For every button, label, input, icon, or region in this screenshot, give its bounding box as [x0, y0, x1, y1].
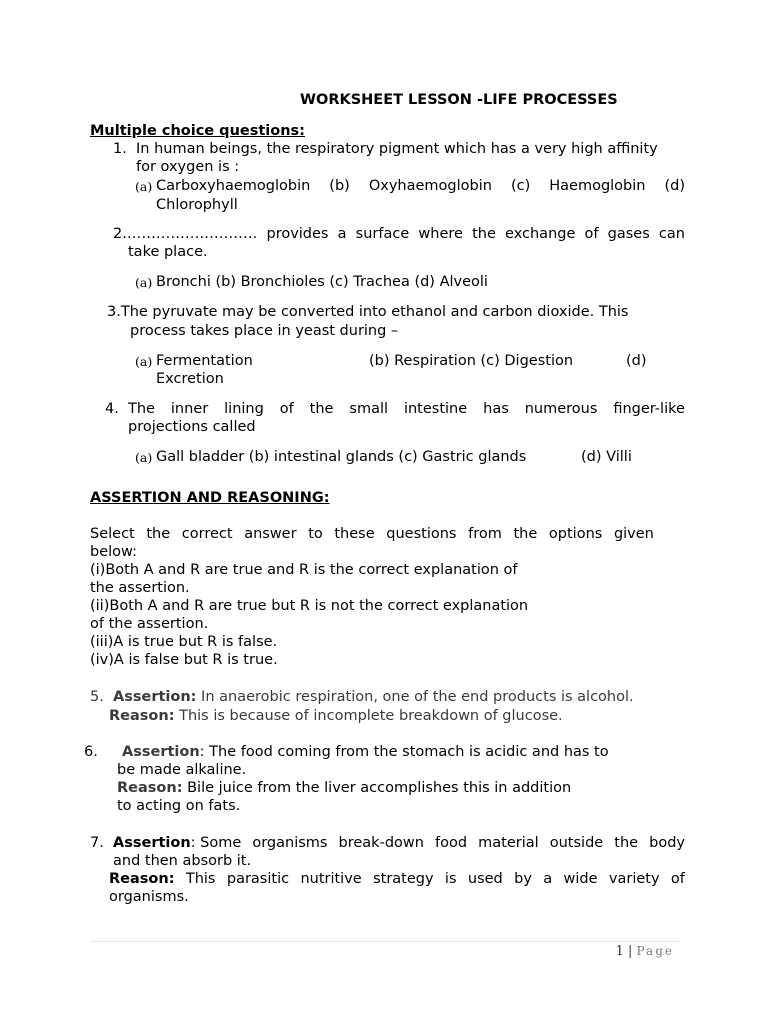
- q4-option-d: (d) Villi: [581, 449, 632, 465]
- word: parasitic: [226, 871, 290, 887]
- q7-reason-line2: organisms.: [109, 889, 189, 905]
- q4-text-line1: [128, 400, 685, 418]
- q3-text-line1: 3.The pyruvate may be converted into ethanol and carbon dioxide. This: [107, 304, 629, 320]
- page-title: WORKSHEET LESSON -LIFE PROCESSES: [300, 92, 618, 108]
- q5-assertion-text: In anaerobic respiration, one of the end products is alcohol.: [196, 689, 634, 705]
- ar-intro-line1: [90, 525, 654, 543]
- word: This: [185, 871, 216, 887]
- ar-heading: ASSERTION AND REASONING:: [90, 490, 330, 506]
- word: [113, 834, 241, 852]
- q6-assertion-label: Assertion: [122, 744, 200, 760]
- q1-text-line2: for oxygen is :: [136, 159, 240, 175]
- q4-options: Gall bladder (b) intestinal glands (c) Gastric glands: [156, 449, 527, 465]
- q2-text-line2: take place.: [128, 244, 208, 260]
- q4-word: numerous: [524, 401, 598, 417]
- word: given: [613, 526, 654, 542]
- q6-reason-line2: to acting on fats.: [117, 798, 241, 814]
- q2-word: 2.………………………: [113, 226, 258, 242]
- q2-option-a-label: (a): [135, 275, 153, 290]
- ar-option-iv: (iv)A is false but R is true.: [90, 652, 278, 668]
- word: the: [513, 526, 538, 542]
- q1-option-b-label: (b): [329, 178, 350, 194]
- word: questions: [386, 526, 457, 542]
- word: nutritive: [300, 871, 362, 887]
- q2-word: can: [658, 226, 685, 242]
- q4-word: the: [309, 401, 334, 417]
- q4-word: lining: [224, 401, 264, 417]
- q4-word: intestine: [403, 401, 468, 417]
- word: [109, 870, 175, 888]
- q6-reason-label: Reason:: [117, 780, 183, 796]
- q2-word: exchange: [505, 226, 576, 242]
- q5-assertion: [113, 688, 634, 706]
- q5-assertion-label: Assertion:: [113, 689, 197, 705]
- q1-option-a: Carboxyhaemoglobin: [156, 178, 311, 194]
- q4-word: has: [483, 401, 509, 417]
- ar-option-i-line1: (i)Both A and R are true and R is the correct explanation of: [90, 562, 518, 578]
- word: the: [146, 526, 171, 542]
- word: wide: [563, 871, 598, 887]
- q2-word: surface: [355, 226, 410, 242]
- q1-option-a-label: (a): [135, 179, 153, 194]
- q1-number: 1.: [113, 141, 127, 157]
- footer-divider: [90, 941, 680, 942]
- ar-option-ii-line2: of the assertion.: [90, 616, 209, 632]
- q5-reason-label: Reason:: [109, 708, 175, 724]
- q4-word: of: [279, 401, 294, 417]
- q5-reason: [109, 707, 563, 725]
- word: options: [548, 526, 603, 542]
- q2-word: the: [472, 226, 496, 242]
- ar-option-ii-line1: (ii)Both A and R are true but R is not the correct explanation: [90, 598, 529, 614]
- word: outside: [549, 835, 604, 851]
- q7-reason-label: Reason:: [109, 871, 175, 887]
- q2-word: gases: [607, 226, 650, 242]
- ar-option-i-line2: the assertion.: [90, 580, 190, 596]
- word: correct: [181, 526, 233, 542]
- q6-assertion-line2: be made alkaline.: [117, 762, 247, 778]
- word: organisms: [252, 835, 328, 851]
- q4-option-a-label: (a): [135, 450, 153, 465]
- q7-assertion-line2: and then absorb it.: [113, 853, 252, 869]
- q1-option-d: Chlorophyll: [156, 197, 238, 213]
- q6-reason: [117, 779, 571, 797]
- word: variety: [608, 871, 660, 887]
- q6-assertion-text: : The food coming from the stomach is acidic and has to: [199, 744, 609, 760]
- q1-option-d-label: (d): [664, 178, 685, 194]
- q1-options-line: [156, 177, 685, 195]
- q3-option-a: Fermentation: [156, 353, 253, 369]
- q1-option-c: Haemoglobin: [549, 178, 646, 194]
- word: these: [334, 526, 375, 542]
- q2-word: of: [584, 226, 599, 242]
- word: food: [435, 835, 468, 851]
- word: body: [649, 835, 685, 851]
- mcq-heading: Multiple choice questions:: [90, 123, 305, 139]
- q2-options: Bronchi (b) Bronchioles (c) Trachea (d) Alveoli: [156, 274, 488, 290]
- q6-reason-text: Bile juice from the liver accomplishes this in addition: [182, 780, 572, 796]
- page-number: 1: [615, 944, 624, 959]
- q5-number: 5.: [90, 689, 104, 705]
- q7-reason: [109, 870, 685, 888]
- word: is: [444, 871, 457, 887]
- page-separator: |: [623, 944, 637, 959]
- word: used: [467, 871, 503, 887]
- word: from: [468, 526, 502, 542]
- ar-intro-line2: below:: [90, 544, 137, 560]
- q4-word: small: [349, 401, 389, 417]
- q3-options-bc: (b) Respiration (c) Digestion: [369, 353, 574, 369]
- q6-assertion: [122, 743, 609, 761]
- q7-assertion: [113, 834, 685, 852]
- page-footer: [616, 944, 674, 959]
- q1-option-b: Oxyhaemoglobin: [368, 178, 492, 194]
- word: answer: [244, 526, 297, 542]
- q4-number: 4.: [105, 401, 119, 417]
- word: strategy: [373, 871, 434, 887]
- q3-text-line2: process takes place in yeast during –: [130, 323, 399, 339]
- word: Select: [90, 526, 135, 542]
- q1-text-line1: In human beings, the respiratory pigment which has a very high affinity: [136, 141, 658, 157]
- word: break-down: [338, 835, 424, 851]
- q4-word: The: [128, 401, 155, 417]
- word: a: [543, 871, 553, 887]
- q5-reason-text: This is because of incomplete breakdown of glucose.: [174, 708, 563, 724]
- word: of: [670, 871, 685, 887]
- word: material: [478, 835, 539, 851]
- q7-number: 7.: [90, 835, 104, 851]
- ar-option-iii: (iii)A is true but R is false.: [90, 634, 278, 650]
- q3-option-a-label: (a): [135, 354, 153, 369]
- q2-text-line1: [113, 225, 685, 243]
- word: the: [614, 835, 639, 851]
- word: by: [514, 871, 532, 887]
- label: Assertion: [113, 835, 191, 851]
- q1-option-c-label: (c): [510, 178, 531, 194]
- q4-text-line2: projections called: [128, 419, 256, 435]
- word-text: : Some: [190, 835, 242, 851]
- q2-word: where: [418, 226, 463, 242]
- word: to: [308, 526, 323, 542]
- q2-word: provides: [266, 226, 329, 242]
- q2-word: a: [337, 226, 347, 242]
- q3-option-d: Excretion: [156, 371, 224, 387]
- q3-option-d-label: (d): [626, 353, 647, 369]
- q4-word: inner: [170, 401, 209, 417]
- page-word: Page: [636, 944, 674, 958]
- q6-number: 6.: [84, 744, 98, 760]
- q4-word: finger-like: [613, 401, 685, 417]
